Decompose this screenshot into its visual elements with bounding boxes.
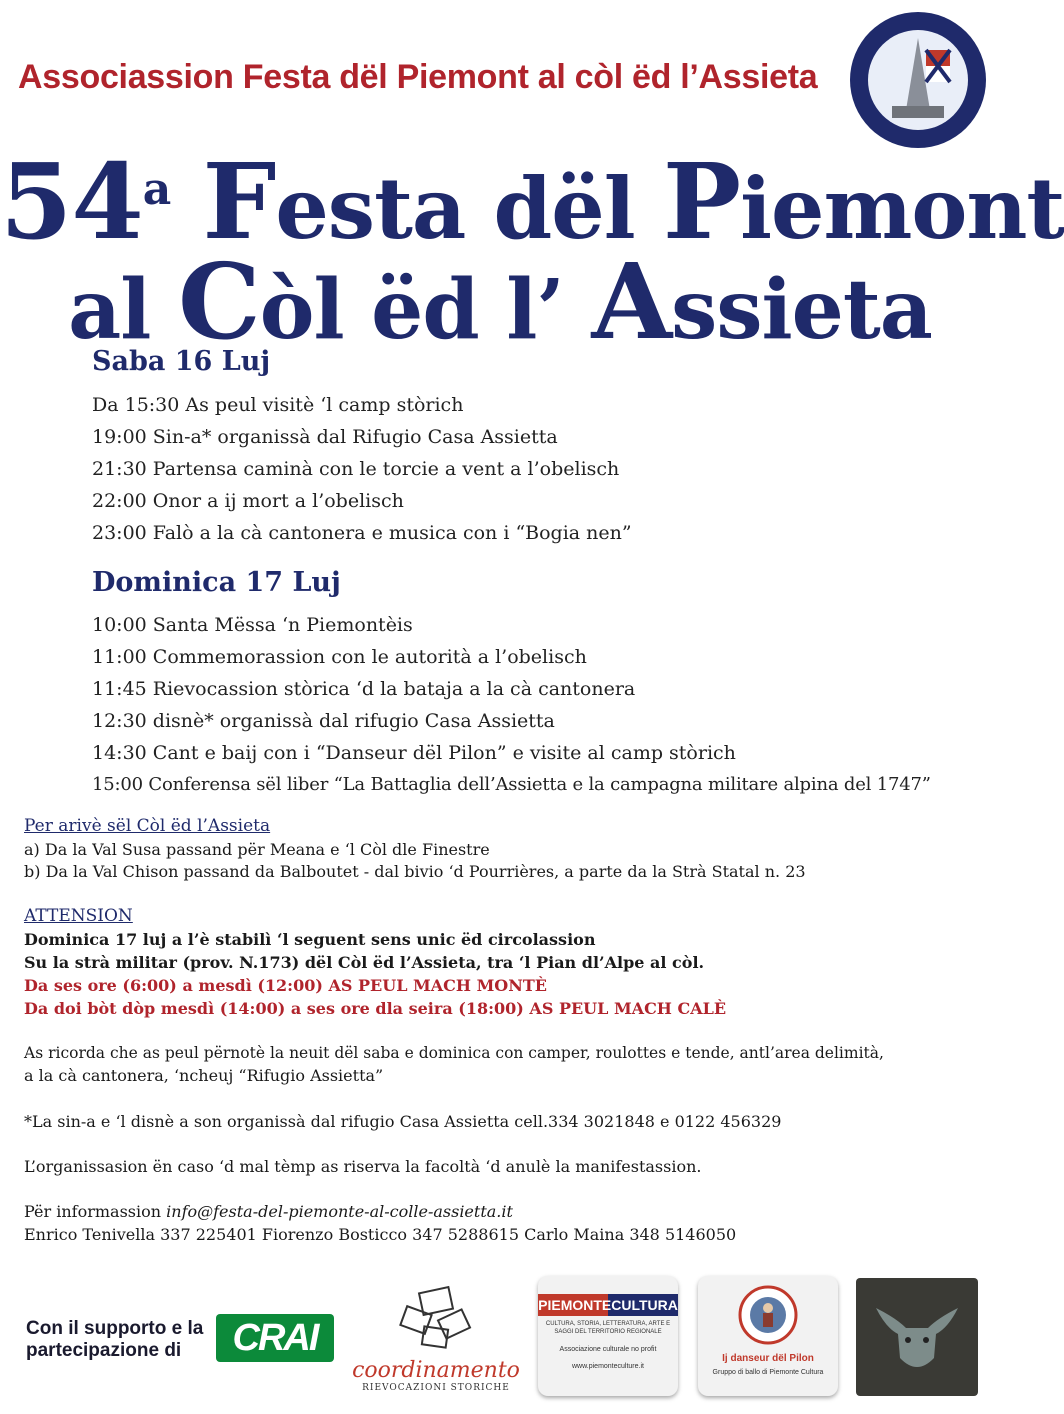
title-ordinal: a [142,164,171,215]
attention-line: Dominica 17 luj a l’è stabilì ‘l seguent sens unic ëd circolassion [24,930,596,949]
sunday-event: 15:00 Conferensa sël liber “La Battaglia dell’Assietta e la campagna militare alpina del 1747” [92,774,931,795]
coordinamento-subtitle: RIEVOCAZIONI STORICHE [362,1383,510,1393]
sunday-event: 14:30 Cant e baij con i “Danseur dël Pilon” e visite al camp stòrich [92,742,736,764]
camper-note: a la cà cantonera, ‘ncheuj “Rifugio Assietta” [24,1066,384,1085]
directions-a: a) Da la Val Susa passand për Meana e ‘l Còl dle Finestre [24,840,490,859]
info-label: Për informassion [24,1202,167,1221]
attention-down-hours: Da doi bòt dòp mesdì (14:00) a ses ore dla seira (18:00) AS PEUL MACH CALÈ [24,999,727,1018]
piemonte-cultura-assoc: Associazione culturale no profit [559,1346,657,1353]
directions-b: b) Da la Val Chison passand da Balboutet - dal bivio ‘d Pourrières, a parte da la Strà Statal n. 23 [24,862,806,881]
directions-heading: Per arivè sël Còl ëd l’Assieta [24,816,271,836]
coordinamento-emblem-icon [391,1280,481,1352]
sunday-heading: Dominica 17 Luj [92,567,341,598]
sunday-event: 11:00 Commemorassion con le autorità a l’obelisch [92,646,587,668]
title-letter-a: A [591,240,672,363]
saturday-event: 19:00 Sin-a* organissà dal Rifugio Casa Assietta [92,426,558,448]
sunday-event: 10:00 Santa Mëssa ‘n Piemontèis [92,614,413,636]
saturday-heading: Saba 16 Luj [92,346,271,377]
saturday-event: Da 15:30 As peul visitè ‘l camp stòrich [92,394,464,416]
bull-emblem-logo [856,1278,978,1396]
piemonte-cultura-title: PIEMONTECULTURA [538,1294,678,1316]
attention-up-hours: Da ses ore (6:00) a mesdì (12:00) AS PEUL MACH MONTÈ [24,976,547,995]
title-letter-f: F [202,140,276,263]
title-text-iemont: iemont [740,159,1064,258]
piemonte-cultura-logo [538,1276,678,1396]
saturday-event: 21:30 Partensa caminà con le torcie a vent a l’obelisch [92,458,620,480]
support-text: Con il supporto e la partecipazione di [26,1318,204,1361]
camper-note: As ricorda che as peul përnotè la neuit dël saba e dominica con camper, roulottes e tende, antl’area delimità, [24,1044,884,1062]
festival-seal-logo [848,10,988,150]
title-letter-c: C [177,240,260,363]
piemonte-cultura-subtitle: CULTURA, STORIA, LETTERATURA, ARTE E SAGGI DEL TERRITORIO REGIONALE [545,1321,671,1335]
crai-logo: CRAI [216,1314,334,1362]
danseur-name: Ij danseur dël Pilon [722,1353,814,1364]
saturday-event: 22:00 Onor a ij mort a l’obelisch [92,490,404,512]
danseur-subtitle: Gruppo di ballo di Piemonte Cultura [712,1369,824,1376]
title-text-ol: òl ëd l’ [259,262,592,358]
info-email[interactable]: info@festa-del-piemonte-al-colle-assietta.it [166,1202,513,1221]
bull-head-icon [856,1278,978,1396]
sunday-event: 12:30 disnè* organissà dal rifugio Casa Assietta [92,710,555,732]
info-line [24,1202,513,1221]
association-name: Associassion Festa dël Piemont al còl ëd l’Assieta [18,58,818,96]
title-text-esta: esta dël [275,159,663,258]
meal-note: *La sin-a e ‘l disnè a son organissà dal rifugio Casa Assietta cell.334 3021848 e 0122 456329 [24,1112,782,1131]
danseur-pilon-logo [698,1276,838,1396]
festival-title-line2 [0,240,1000,363]
contacts-line: Enrico Tenivella 337 225401 Fiorenzo Bosticco 347 5288615 Carlo Maina 348 5146050 [24,1225,737,1244]
attention-heading: ATTENSION [24,906,133,926]
coordinamento-word: coordinamento [352,1358,520,1383]
title-text-ssieta: ssieta [671,262,932,358]
saturday-event: 23:00 Falò a la cà cantonera e musica con i “Bogia nen” [92,522,632,544]
weather-note: L’organissasion ën caso ‘d mal tèmp as riserva la facoltà ‘d anulè la manifestassion. [24,1157,702,1176]
coordinamento-logo [346,1280,526,1400]
attention-line: Su la strà militar (prov. N.173) dël Còl ëd l’Assieta, tra ‘l Pian dl’Alpe al còl. [24,953,705,972]
title-letter-p: P [662,140,741,263]
sunday-event: 11:45 Rievocassion stòrica ‘d la bataja a la cà cantonera [92,678,636,700]
danseur-emblem-icon [733,1284,803,1346]
piemonte-cultura-web: www.piemonteculture.it [572,1363,644,1370]
title-text-al: al [68,262,178,358]
title-number: 54 [0,140,143,263]
